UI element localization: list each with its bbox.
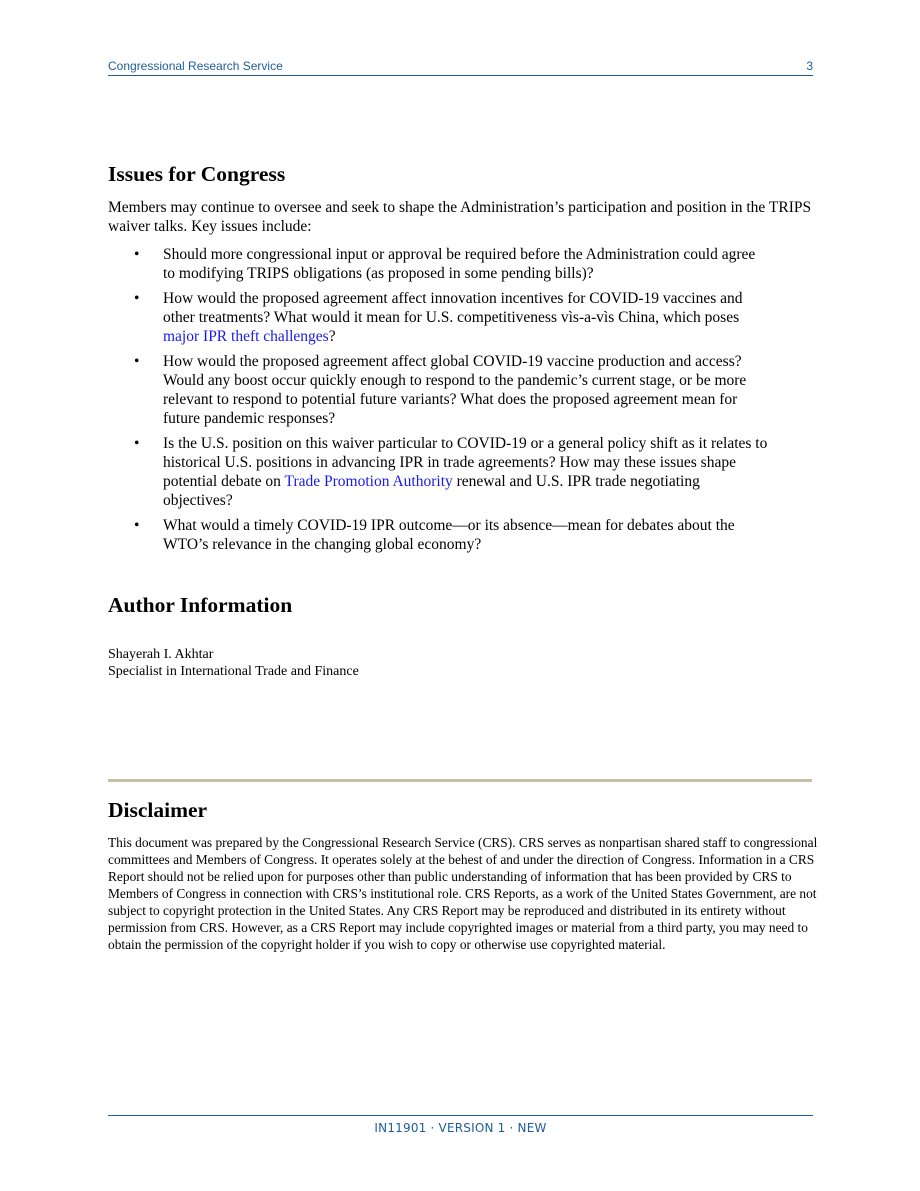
disclaimer-text: This document was prepared by the Congressional Research Service (CRS). CRS serves as nonpartisan shared staff to congressional committees and Members of Congress. It operates solely at the behest of and under the direction of Congress. Information in a CRS Report should not be relied upon for purposes other than public understanding of information that has been provided by CRS to Members of Congress in connection with CRS’s institutional role. CRS Reports, as a work of the United States Government, are not subject to copyright protection in the United States. Any CRS Report may be reproduced and distributed in its entirety without permission from CRS. However, as a CRS Report may include copyrighted images or material from a third party, you may need to obtain the permission of the copyright holder if you wish to copy or otherwise use copyrighted material. (108, 835, 818, 952)
bullet-icon: • (134, 246, 140, 263)
section-divider (108, 779, 812, 782)
issues-list (108, 245, 768, 560)
list-item-text: ? (328, 328, 336, 345)
footer-version: IN11901 · VERSION 1 · NEW (374, 1121, 547, 1135)
list-item-text: How would the proposed agreement affect global COVID-19 vaccine production and access? Would any boost occur quickly enough to respond to the pandemic’s current stage, or be more relevant to respond to potential future variants? What does the proposed agreement mean for future pandemic responses? (163, 353, 747, 427)
author-title: Specialist in International Trade and Finance (108, 664, 359, 679)
issues-intro: Members may continue to oversee and seek to shape the Administration’s participation and position in the TRIPS waiver talks. Key issues include: (108, 199, 812, 235)
page-header (108, 58, 813, 76)
bullet-icon: • (134, 517, 140, 534)
list-item (108, 516, 768, 554)
list-item-text: Is the U.S. position on this waiver particular to COVID-19 or a general policy shift as it relates to historical U.S. positions in advancing IPR in trade agreements? How may these issues shape potential debate on (163, 435, 768, 490)
author-heading: Author Information (108, 593, 293, 617)
bullet-icon: • (134, 353, 140, 370)
disclaimer-heading: Disclaimer (108, 798, 208, 822)
list-item (108, 434, 768, 510)
list-item (108, 352, 768, 428)
header-org-name: Congressional Research Service (108, 59, 283, 73)
ipr-theft-link[interactable]: major IPR theft challenges (163, 328, 329, 345)
author-name: Shayerah I. Akhtar (108, 647, 214, 662)
list-item-text: renewal and U.S. IPR trade negotiating objectives? (163, 473, 700, 509)
author-block (108, 646, 359, 680)
list-item-text: How would the proposed agreement affect innovation incentives for COVID-19 vaccines and other treatments? What would it mean for U.S. competitiveness vìs-a-vìs China, which poses (163, 290, 743, 326)
list-item (108, 245, 768, 283)
header-page-number: 3 (806, 59, 813, 73)
bullet-icon: • (134, 435, 140, 452)
trade-promotion-authority-link[interactable]: Trade Promotion Authority (284, 473, 453, 490)
bullet-icon: • (134, 290, 140, 307)
page-footer (108, 1115, 813, 1135)
list-item-text: Should more congressional input or approval be required before the Administration could agree to modifying TRIPS obligations (as proposed in some pending bills)? (163, 246, 756, 282)
list-item-text: What would a timely COVID-19 IPR outcome—or its absence—mean for debates about the WTO’s relevance in the changing global economy? (163, 517, 735, 553)
issues-heading: Issues for Congress (108, 162, 286, 186)
list-item (108, 289, 768, 346)
